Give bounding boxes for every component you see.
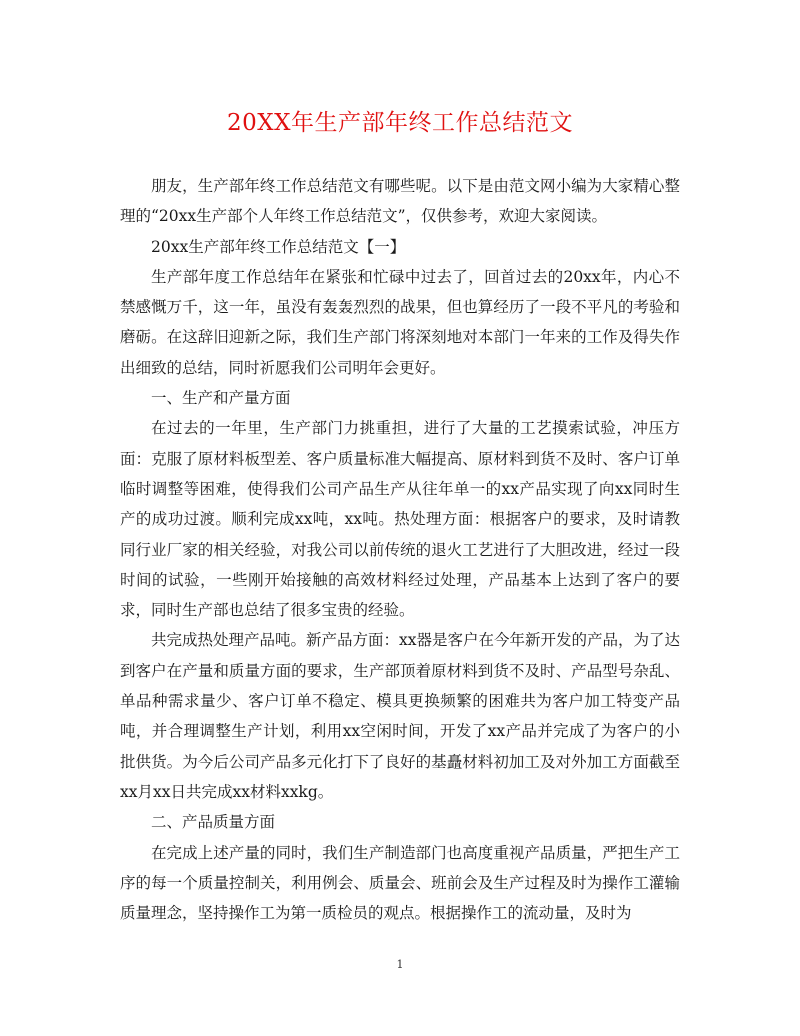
body-paragraph: 在完成上述产量的同时，我们生产制造部门也高度重视产品质量，严把生产工序的每一个质量控制关，利用例会、质量会、班前会及生产过程及时为操作工灌输质量理念，坚持操作工为第一质检员的观点。根据操作工的流动量，及时为 <box>120 843 680 923</box>
document-title: 20XX年生产部年终工作总结范文 <box>226 110 573 136</box>
section-heading-production: 一、生产和产量方面 <box>151 389 291 408</box>
body-paragraph: 生产部年度工作总结年在紧张和忙碌中过去了，回首过去的20xx年，内心不禁感慨万千，这一年，虽没有轰轰烈烈的战果，但也算经历了一段不平凡的考验和磨砺。在这辞旧迎新之际，我们生产部门将深刻地对本部门一年来的工作及得失作出细致的总结，同时祈愿我们公司明年会更好。 <box>120 267 680 377</box>
section-heading-sample-one: 20xx生产部年终工作总结范文【一】 <box>151 237 406 256</box>
document-body <box>120 171 680 928</box>
intro-paragraph: 朋友，生产部年终工作总结范文有哪些呢。以下是由范文网小编为大家精心整理的“20xx生产部个人年终工作总结范文”，仅供参考，欢迎大家阅读。 <box>120 177 680 226</box>
section-heading-quality: 二、产品质量方面 <box>151 813 276 832</box>
body-paragraph: 共完成热处理产品吨。新产品方面：xx器是客户在今年新开发的产品，为了达到客户在产量和质量方面的要求，生产部顶着原材料到货不及时、产品型号杂乱、单品种需求量少、客户订单不稳定、模具更换频繁的困难共为客户加工特变产品吨，并合理调整生产计划，利用xx空闲时间，开发了xx产品并完成了为客户的小批供货。为今后公司产品多元化打下了良好的基矗材料初加工及对外加工方面截至xx月xx日共完成xx材料xxkg。 <box>120 631 680 801</box>
body-paragraph: 在过去的一年里，生产部门力挑重担，进行了大量的工艺摸索试验，冲压方面：克服了原材料板型差、客户质量标准大幅提高、原材料到货不及时、客户订单临时调整等困难，使得我们公司产品生产从往年单一的xx产品实现了向xx同时生产的成功过渡。顺利完成xx吨，xx吨。热处理方面：根据客户的要求，及时请教同行业厂家的相关经验，对我公司以前传统的退火工艺进行了大胆改进，经过一段时间的试验，一些刚开始接触的高效材料经过处理，产品基本上达到了客户的要求，同时生产部也总结了很多宝贵的经验。 <box>120 419 680 620</box>
page-number: 1 <box>396 958 404 971</box>
